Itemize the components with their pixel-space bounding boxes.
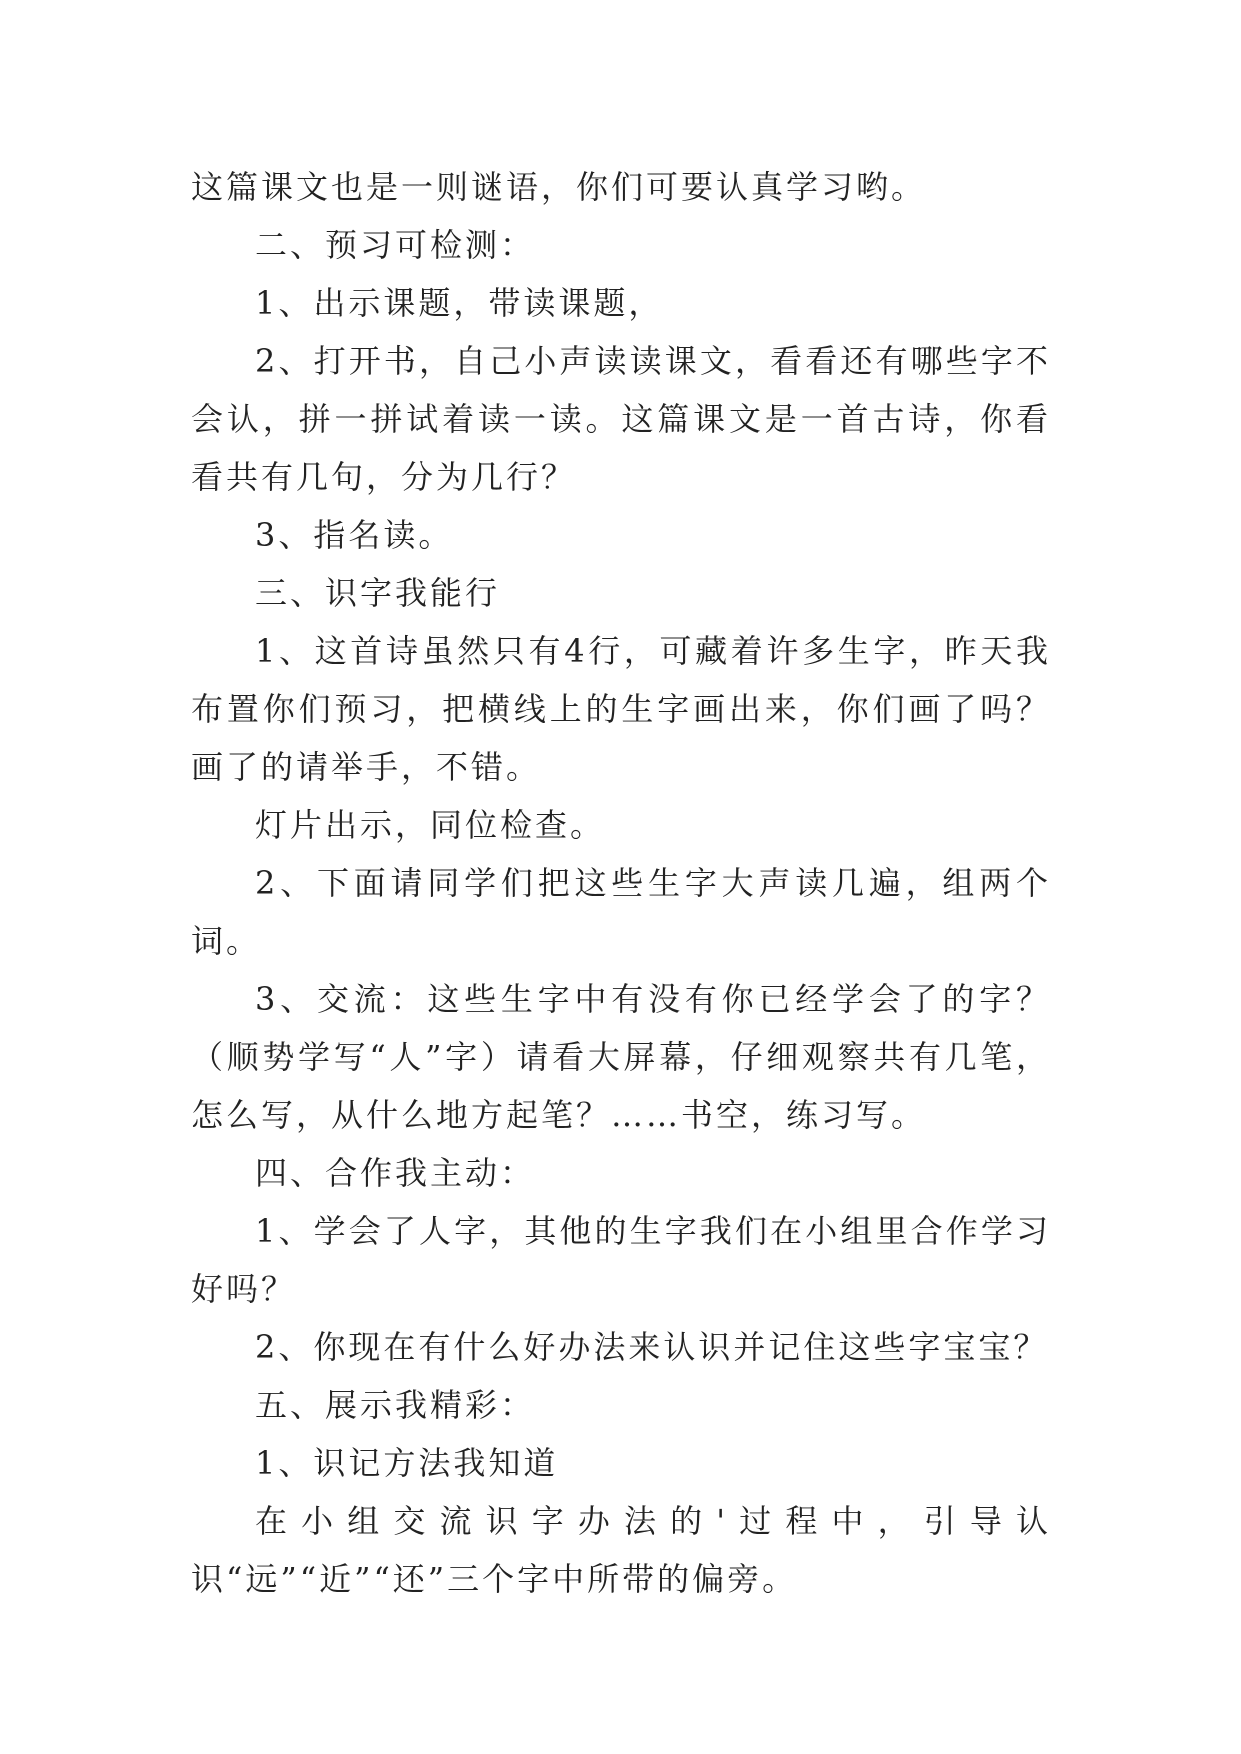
document-body bbox=[191, 158, 1051, 1608]
paragraph: 1、出示课题，带读课题， bbox=[255, 284, 664, 322]
section-heading: 二、预习可检测： bbox=[255, 226, 536, 264]
section-heading: 四、合作我主动： bbox=[255, 1154, 536, 1192]
paragraph: 2、打开书，自己小声读读课文，看看还有哪些字不会认，拼一拼试着读一读。这篇课文是一首古诗，你看看共有几句，分为几行？ bbox=[191, 342, 1051, 496]
paragraph: 1、这首诗虽然只有4行，可藏着许多生字，昨天我布置你们预习，把横线上的生字画出来，你们画了吗？画了的请举手，不错。 bbox=[191, 632, 1051, 786]
paragraph: 3、指名读。 bbox=[255, 516, 454, 554]
paragraph: 灯片出示，同位检查。 bbox=[255, 806, 606, 844]
paragraph: 这篇课文也是一则谜语，你们可要认真学习哟。 bbox=[191, 168, 927, 206]
section-heading: 五、展示我精彩： bbox=[255, 1386, 536, 1424]
paragraph: 2、下面请同学们把这些生字大声读几遍，组两个词。 bbox=[191, 864, 1051, 960]
paragraph: 1、学会了人字，其他的生字我们在小组里合作学习好吗？ bbox=[191, 1212, 1051, 1308]
paragraph: 2、你现在有什么好办法来认识并记住这些字宝宝？ bbox=[255, 1328, 1049, 1366]
paragraph: 3、交流：这些生字中有没有你已经学会了的字？（顺势学写“人”字）请看大屏幕，仔细观察共有几笔，怎么写，从什么地方起笔？……书空，练习写。 bbox=[191, 980, 1051, 1134]
paragraph: 在小组交流识字办法的'过程中，引导认识“远”“近”“还”三个字中所带的偏旁。 bbox=[191, 1502, 1051, 1598]
paragraph: 1、识记方法我知道 bbox=[255, 1444, 559, 1482]
section-heading: 三、识字我能行 bbox=[255, 574, 501, 612]
